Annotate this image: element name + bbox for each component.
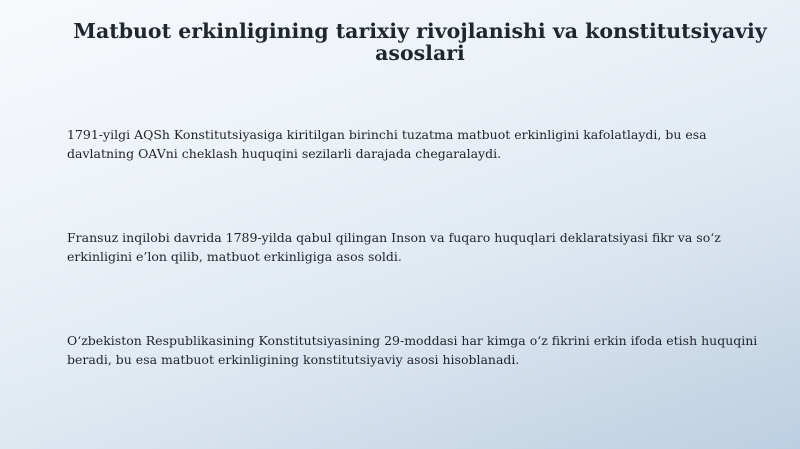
slide-title: Matbuot erkinligining tarixiy rivojlanishi va konstitutsiyaviy asoslari: [73, 19, 767, 65]
paragraph-uzbekistan-constitution: O‘zbekiston Respublikasining Konstitutsiyasining 29-moddasi har kimga o‘z fikrini erkin ifoda etish huquqini beradi, bu esa matbuot erkinligining konstitutsiyaviy asosi hisoblanadi.: [67, 333, 758, 367]
paragraph-french-declaration: Fransuz inqilobi davrida 1789-yilda qabul qilingan Inson va fuqaro huquqlari deklaratsiyasi fikr va so‘z erkinligini e’lon qilib, matbuot erkinligiga asos soldi.: [67, 230, 721, 264]
paragraph-us-first-amendment: 1791-yilgi AQSh Konstitutsiyasiga kiritilgan birinchi tuzatma matbuot erkinligini kafolatlaydi, bu esa davlatning OAVni cheklash huquqini sezilarli darajada chegaralaydi.: [67, 127, 707, 161]
